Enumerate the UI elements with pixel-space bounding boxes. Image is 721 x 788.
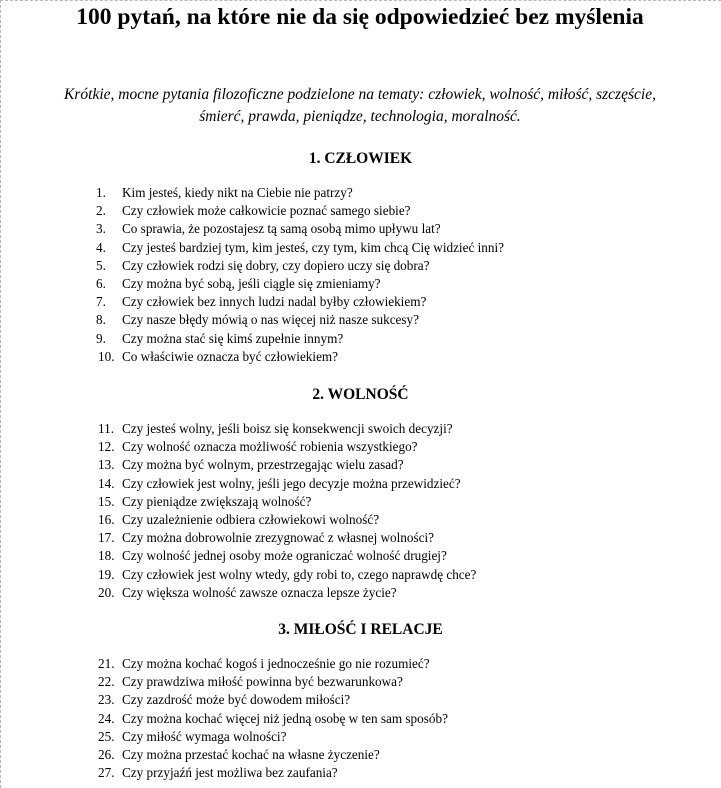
question-number: 3. xyxy=(96,221,106,237)
question-text: Czy miłość wymaga wolności? xyxy=(122,728,287,744)
question-text: Czy można być sobą, jeśli ciągle się zmieniamy? xyxy=(122,275,381,291)
page-edge-top xyxy=(0,0,721,1)
question-item xyxy=(0,239,721,257)
question-item xyxy=(0,475,721,493)
question-text: Czy człowiek bez innych ludzi nadal byłby człowiekiem? xyxy=(122,294,427,310)
question-text: Czy można kochać więcej niż jedną osobę w ten sam sposób? xyxy=(122,710,448,726)
section-heading-wolnosc: 2. WOLNOŚĆ xyxy=(312,386,409,403)
question-text: Czy można kochać kogoś i jednocześnie go nie rozumieć? xyxy=(122,656,430,671)
question-number: 20. xyxy=(98,584,115,600)
section-heading-czlowiek: 1. CZŁOWIEK xyxy=(308,150,413,167)
question-item xyxy=(0,438,721,456)
question-text: Czy uzależnienie odbiera człowiekowi wolność? xyxy=(122,511,380,527)
question-item xyxy=(0,257,721,275)
question-list-milosc-i-relacje xyxy=(0,655,721,782)
question-text: Czy można przestać kochać na własne życzenie? xyxy=(122,746,380,762)
question-item xyxy=(0,330,721,348)
question-number: 26. xyxy=(98,746,115,762)
question-number: 13. xyxy=(98,457,115,473)
question-text: Czy wolność oznacza możliwość robienia wszystkiego? xyxy=(122,439,418,455)
question-number: 9. xyxy=(96,330,106,346)
question-item xyxy=(0,493,721,511)
question-text: Czy człowiek rodzi się dobry, czy dopiero uczy się dobra? xyxy=(122,257,430,273)
question-number: 17. xyxy=(98,530,115,546)
document-title: 100 pytań, na które nie da się odpowiedzieć bez myślenia xyxy=(76,4,644,30)
question-item xyxy=(0,511,721,529)
question-item xyxy=(0,728,721,746)
question-number: 16. xyxy=(98,511,115,527)
question-list-czlowiek xyxy=(0,184,721,366)
question-number: 2. xyxy=(96,203,106,219)
question-list-wolnosc xyxy=(0,420,721,602)
question-number: 6. xyxy=(96,275,106,291)
question-number: 18. xyxy=(98,548,115,564)
question-number: 12. xyxy=(98,439,115,455)
question-item xyxy=(0,673,721,691)
question-number: 7. xyxy=(96,294,106,310)
question-item xyxy=(0,348,721,366)
question-text: Czy można dobrowolnie zrezygnować z własnej wolności? xyxy=(122,530,434,546)
question-number: 5. xyxy=(96,257,106,273)
question-number: 14. xyxy=(98,475,115,491)
question-item xyxy=(0,420,721,438)
question-item xyxy=(0,746,721,764)
question-text: Czy jesteś wolny, jeśli boisz się konsekwencji swoich decyzji? xyxy=(122,421,453,436)
question-number: 25. xyxy=(98,728,115,744)
question-item xyxy=(0,293,721,311)
question-text: Czy większa wolność zawsze oznacza lepsze życie? xyxy=(122,584,397,600)
question-text: Kim jesteś, kiedy nikt na Ciebie nie patrzy? xyxy=(122,185,353,200)
question-text: Czy wolność jednej osoby może ograniczać wolność drugiej? xyxy=(122,548,447,564)
question-text: Czy nasze błędy mówią o nas więcej niż nasze sukcesy? xyxy=(122,312,419,328)
question-item xyxy=(0,764,721,782)
question-text: Czy pieniądze zwiększają wolność? xyxy=(122,493,312,509)
question-item xyxy=(0,691,721,709)
question-text: Czy jesteś bardziej tym, kim jesteś, czy tym, kim chcą Cię widzieć inni? xyxy=(122,239,504,255)
question-item xyxy=(0,547,721,565)
question-number: 23. xyxy=(98,692,115,708)
question-text: Czy prawdziwa miłość powinna być bezwarunkowa? xyxy=(122,674,403,690)
question-item xyxy=(0,655,721,673)
question-text: Czy człowiek jest wolny wtedy, gdy robi to, czego naprawdę chce? xyxy=(122,566,477,582)
question-number: 27. xyxy=(98,765,115,781)
question-item xyxy=(0,710,721,728)
question-text: Czy człowiek jest wolny, jeśli jego decyzje można przewidzieć? xyxy=(122,475,461,491)
question-item xyxy=(0,566,721,584)
question-item xyxy=(0,275,721,293)
question-number: 19. xyxy=(98,566,115,582)
question-item xyxy=(0,529,721,547)
question-text: Czy człowiek może całkowicie poznać samego siebie? xyxy=(122,203,411,219)
question-number: 21. xyxy=(98,656,115,671)
question-number: 8. xyxy=(96,312,106,328)
section-heading-milosc-i-relacje: 3. MIŁOŚĆ I RELACJE xyxy=(278,621,443,638)
question-number: 11. xyxy=(98,421,114,436)
question-number: 22. xyxy=(98,674,115,690)
question-text: Czy można stać się kimś zupełnie innym? xyxy=(122,330,344,346)
question-number: 10. xyxy=(98,348,115,364)
question-item xyxy=(0,220,721,238)
question-number: 24. xyxy=(98,710,115,726)
question-text: Co sprawia, że pozostajesz tą samą osobą mimo upływu lat? xyxy=(122,221,441,237)
question-item xyxy=(0,584,721,602)
question-number: 4. xyxy=(96,239,106,255)
question-text: Czy przyjaźń jest możliwa bez zaufania? xyxy=(122,765,338,781)
question-item xyxy=(0,311,721,329)
document-subtitle: Krótkie, mocne pytania filozoficzne podzielone na tematy: człowiek, wolność, miłość, szczęście, śmierć, prawda, pieniądze, technologia, moralność. xyxy=(64,86,656,125)
question-text: Czy można być wolnym, przestrzegając wielu zasad? xyxy=(122,457,404,473)
question-text: Co właściwie oznacza być człowiekiem? xyxy=(122,348,339,364)
question-item xyxy=(0,456,721,474)
question-item xyxy=(0,202,721,220)
question-item xyxy=(0,184,721,202)
question-text: Czy zazdrość może być dowodem miłości? xyxy=(122,692,351,708)
question-number: 1. xyxy=(96,185,106,200)
question-number: 15. xyxy=(98,493,115,509)
